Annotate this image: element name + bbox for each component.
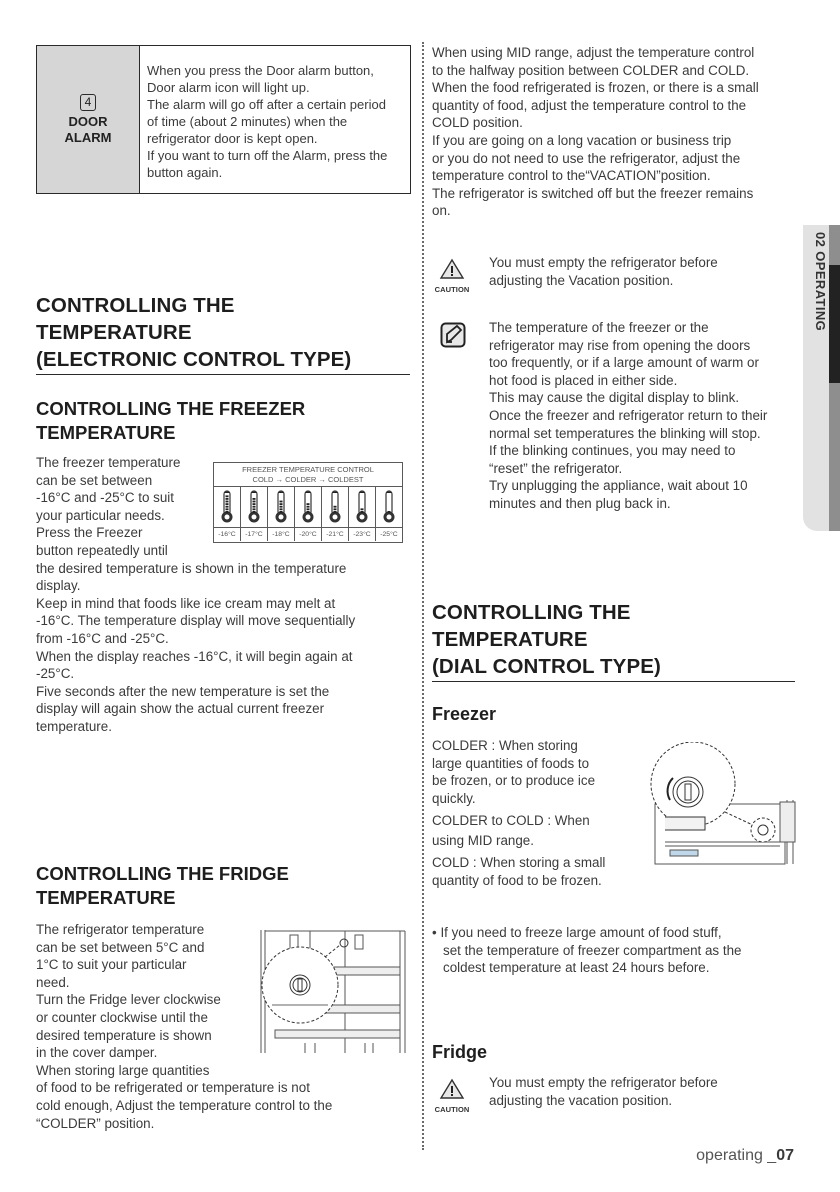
title-line: TEMPERATURE (36, 321, 192, 344)
thermometer-level-mark (253, 508, 256, 510)
title-line: TEMPERATURE (432, 628, 588, 651)
title-line: CONTROLLING THE (36, 294, 235, 317)
thermometer-level-mark (226, 501, 229, 503)
setting-colder (432, 737, 605, 807)
temperature-label: -17°C (241, 528, 268, 541)
temperature-label: -25°C (380, 531, 398, 538)
title-line: CONTROLLING THE (432, 601, 631, 624)
sequence-colder: COLDER (285, 475, 317, 484)
text-line: Press the Freezer (36, 525, 143, 541)
text-line: Door alarm icon will light up. (147, 80, 310, 95)
chapter-tab-active-marker (829, 265, 840, 383)
text-line: in the cover damper. (36, 1045, 158, 1061)
thermometer-icon (274, 490, 288, 524)
text-line: The temperature of the freezer or the (489, 320, 709, 335)
caution-block-icon (434, 258, 470, 294)
bullet-icon: • (432, 925, 437, 940)
thermometer-level-mark (226, 503, 229, 505)
thermometer-level-mark (253, 498, 256, 500)
text-line: If the blinking continues, you may need to (489, 443, 736, 459)
sequence-row (214, 475, 402, 485)
title-rule (432, 681, 795, 682)
text-line: When you press the Door alarm button, (147, 63, 374, 78)
text-line: adjusting the vacation position. (489, 1092, 673, 1108)
fridge-heading: Fridge (432, 1042, 488, 1062)
text-line: COLDER to COLD : When (432, 813, 590, 828)
thermometer-cell (322, 487, 349, 527)
thermometer-level-mark (361, 511, 364, 513)
thermometer-cell (268, 487, 295, 527)
text-line: need. (36, 974, 70, 990)
text-line: “reset” the refrigerator. (489, 460, 623, 476)
thermometer-level-mark (307, 506, 310, 508)
text-line: Turn the Fridge lever clockwise (36, 992, 221, 1008)
text-line: can be set between (36, 472, 153, 488)
title-line: (ELECTRONIC CONTROL TYPE) (36, 348, 352, 371)
text-line: -25°C. (36, 666, 75, 682)
text-line: to the halfway position between COLDER and COLD. (432, 62, 750, 78)
arrow-icon: → (318, 475, 326, 484)
text-line: button again. (147, 165, 223, 180)
page-number: 07 (776, 1147, 794, 1164)
freezer-temperature-control-table (213, 462, 403, 543)
note-icon (440, 322, 466, 348)
text-line: too frequently, or if a large amount of warm or (489, 355, 759, 371)
caution-block-icon (434, 1078, 470, 1114)
fridge-temperature-heading (36, 862, 289, 910)
freeze-large-amount-bullet (432, 924, 741, 977)
thermometer-level-mark (388, 511, 391, 513)
caution-fridge-vacation-text (489, 1074, 718, 1109)
thermometer-level-mark (226, 498, 229, 500)
text-line: If you are going on a long vacation or business trip (432, 132, 732, 148)
table-title: FREEZER TEMPERATURE CONTROL (242, 465, 374, 474)
title-rule (36, 374, 410, 375)
note-text (489, 319, 767, 513)
text-line: coldest temperature at least 24 hours before. (443, 960, 710, 976)
text-line: The alarm will go off after a certain period (147, 97, 386, 112)
thermometer-level-mark (307, 508, 310, 510)
thermometer-cell (349, 487, 376, 527)
text-line: set the temperature of freezer compartment as the (443, 942, 742, 958)
text-line: using MID range. (432, 833, 534, 848)
door-alarm-table (36, 45, 411, 194)
arrow-icon: → (275, 475, 283, 484)
text-line: This may cause the digital display to blink. (489, 390, 740, 406)
temperature-label-row (214, 528, 402, 541)
freezer-dial-illustration (645, 742, 797, 866)
text-line: When the food refrigerated is frozen, or there is a small (432, 80, 759, 96)
thermometer-icon (382, 490, 396, 524)
warning-triangle-icon (439, 1078, 465, 1100)
text-line: adjusting the Vacation position. (489, 272, 674, 288)
text-line: the desired temperature is shown in the temperature (36, 560, 347, 576)
thermometer-level-mark (253, 506, 256, 508)
text-line: or you do not need to use the refrigerator, adjust the (432, 150, 741, 166)
text-line: The refrigerator is switched off but the freezer remains (432, 185, 754, 201)
thermometer-level-mark (253, 501, 256, 503)
freezer-temperature-heading (36, 397, 305, 445)
page-footer (696, 1147, 794, 1165)
text-line: Try unplugging the appliance, wait about 10 (489, 478, 748, 494)
temperature-label: -23°C (349, 528, 376, 541)
text-line: -16°C. The temperature display will move sequentially (36, 613, 356, 629)
text-line: When the display reaches -16°C, it will begin again at (36, 648, 353, 664)
thermometer-cell (295, 487, 322, 527)
text-line: display. (36, 578, 81, 594)
text-line: COLD : When storing a small (432, 855, 606, 870)
dial-control-title (432, 599, 661, 680)
heading-line: TEMPERATURE (36, 887, 176, 908)
text-line: on. (432, 203, 451, 219)
thermometer-level-mark (280, 501, 283, 503)
thermometer-icon (355, 490, 369, 524)
mid-range-vacation-text (432, 44, 759, 220)
sequence-coldest: COLDEST (328, 475, 364, 484)
text-line: The refrigerator temperature (36, 922, 205, 937)
text-line: temperature control to the“VACATION”position. (432, 168, 711, 184)
text-line: quantity of food to be frozen. (432, 872, 602, 888)
temperature-label: -16°C (214, 528, 241, 541)
text-line: refrigerator may rise from opening the doors (489, 337, 751, 353)
text-line: 1°C to suit your particular (36, 957, 187, 973)
title-line: (DIAL CONTROL TYPE) (432, 655, 661, 678)
temperature-label: -18°C (268, 528, 295, 541)
temperature-label: -21°C (322, 528, 349, 541)
text-line: desired temperature is shown (36, 1027, 212, 1043)
setting-cold (432, 854, 605, 889)
door-alarm-title-line2: ALARM (64, 129, 112, 145)
column-divider (422, 42, 424, 1150)
caution-vacation-text (489, 254, 718, 289)
thermometer-level-mark (280, 508, 283, 510)
text-line: hot food is placed in either side. (489, 372, 678, 388)
heading-line: TEMPERATURE (36, 422, 176, 443)
footer-section-label: operating _ (696, 1147, 777, 1164)
text-line: your particular needs. (36, 507, 165, 523)
text-line: quantity of food, adjust the temperature control to the (432, 97, 747, 113)
door-alarm-number-badge: 4 (80, 94, 96, 111)
heading-line: CONTROLLING THE FREEZER (36, 398, 306, 419)
text-line: cold enough, Adjust the temperature control to the (36, 1097, 333, 1113)
door-alarm-title-line1: DOOR (68, 113, 108, 129)
thermometer-icon (328, 490, 342, 524)
text-line: of food to be refrigerated or temperature is not (36, 1080, 310, 1096)
thermometer-level-mark (334, 506, 337, 508)
text-line: display will again show the actual current freezer (36, 701, 325, 717)
text-line: can be set between 5°C and (36, 939, 205, 955)
text-line: “COLDER” position. (36, 1115, 155, 1131)
thermometer-level-mark (334, 511, 337, 513)
thermometer-level-mark (280, 506, 283, 508)
thermometer-level-mark (226, 511, 229, 513)
text-line: minutes and then plug back in. (489, 495, 671, 511)
temperature-label: -20°C (295, 528, 322, 541)
text-line: Once the freezer and refrigerator return to their (489, 407, 768, 423)
door-alarm-label-cell (37, 46, 140, 193)
text-line: When using MID range, adjust the temperature control (432, 45, 755, 60)
caution-label: CAUTION (434, 1105, 470, 1114)
chapter-tab-label: 02 OPERATING (813, 232, 828, 332)
sequence-cold: COLD (252, 475, 274, 484)
thermometer-level-mark (334, 508, 337, 510)
thermometer-level-mark (280, 511, 283, 513)
setting-colder-to-cold (432, 811, 605, 851)
thermometer-row (214, 487, 402, 528)
text-line: Keep in mind that foods like ice cream may melt at (36, 595, 336, 611)
text-line: COLD position. (432, 115, 523, 131)
caution-label: CAUTION (434, 285, 470, 294)
text-line: Five seconds after the new temperature is set the (36, 683, 330, 699)
door-alarm-description (140, 46, 387, 193)
text-line: from -16°C and -25°C. (36, 630, 169, 646)
text-line: refrigerator door is kept open. (147, 131, 318, 146)
thermometer-icon (247, 490, 261, 524)
thermometer-level-mark (307, 503, 310, 505)
text-line: be frozen, or to produce ice (432, 773, 596, 788)
thermometer-level-mark (307, 511, 310, 513)
text-line: If you want to turn off the Alarm, press the (147, 148, 388, 163)
table-header (214, 463, 402, 487)
thermometer-level-mark (361, 508, 364, 510)
text-line: button repeatedly until (36, 542, 168, 558)
freezer-heading: Freezer (432, 704, 497, 724)
text-line: When storing large quantities (36, 1062, 210, 1078)
thermometer-level-mark (226, 495, 229, 497)
thermometer-level-mark (253, 503, 256, 505)
text-line: You must empty the refrigerator before (489, 255, 718, 270)
thermometer-cell (241, 487, 268, 527)
text-line: COLDER : When storing (432, 738, 578, 753)
heading-line: CONTROLLING THE FRIDGE (36, 863, 289, 884)
text-line: The freezer temperature (36, 455, 181, 470)
text-line: temperature. (36, 718, 112, 734)
text-line: -16°C and -25°C to suit (36, 490, 174, 506)
thermometer-icon (301, 490, 315, 524)
warning-triangle-icon (439, 258, 465, 280)
thermometer-level-mark (280, 503, 283, 505)
text-line: normal set temperatures the blinking will stop. (489, 425, 761, 441)
electronic-control-title (36, 292, 351, 373)
thermometer-level-mark (226, 506, 229, 508)
thermometer-level-mark (226, 508, 229, 510)
thermometer-cell (214, 487, 241, 527)
text-line: You must empty the refrigerator before (489, 1075, 718, 1090)
text-line: of time (about 2 minutes) when the (147, 114, 348, 129)
text-line: If you need to freeze large amount of food stuff, (440, 925, 722, 940)
freezer-dial-settings (432, 737, 605, 889)
thermometer-cell (376, 487, 402, 527)
text-line: or counter clockwise until the (36, 1009, 208, 1025)
fridge-dial-illustration (255, 925, 410, 1055)
thermometer-level-mark (253, 511, 256, 513)
text-line: quickly. (432, 790, 476, 806)
thermometer-icon (220, 490, 234, 524)
text-line: large quantities of foods to (432, 755, 590, 771)
